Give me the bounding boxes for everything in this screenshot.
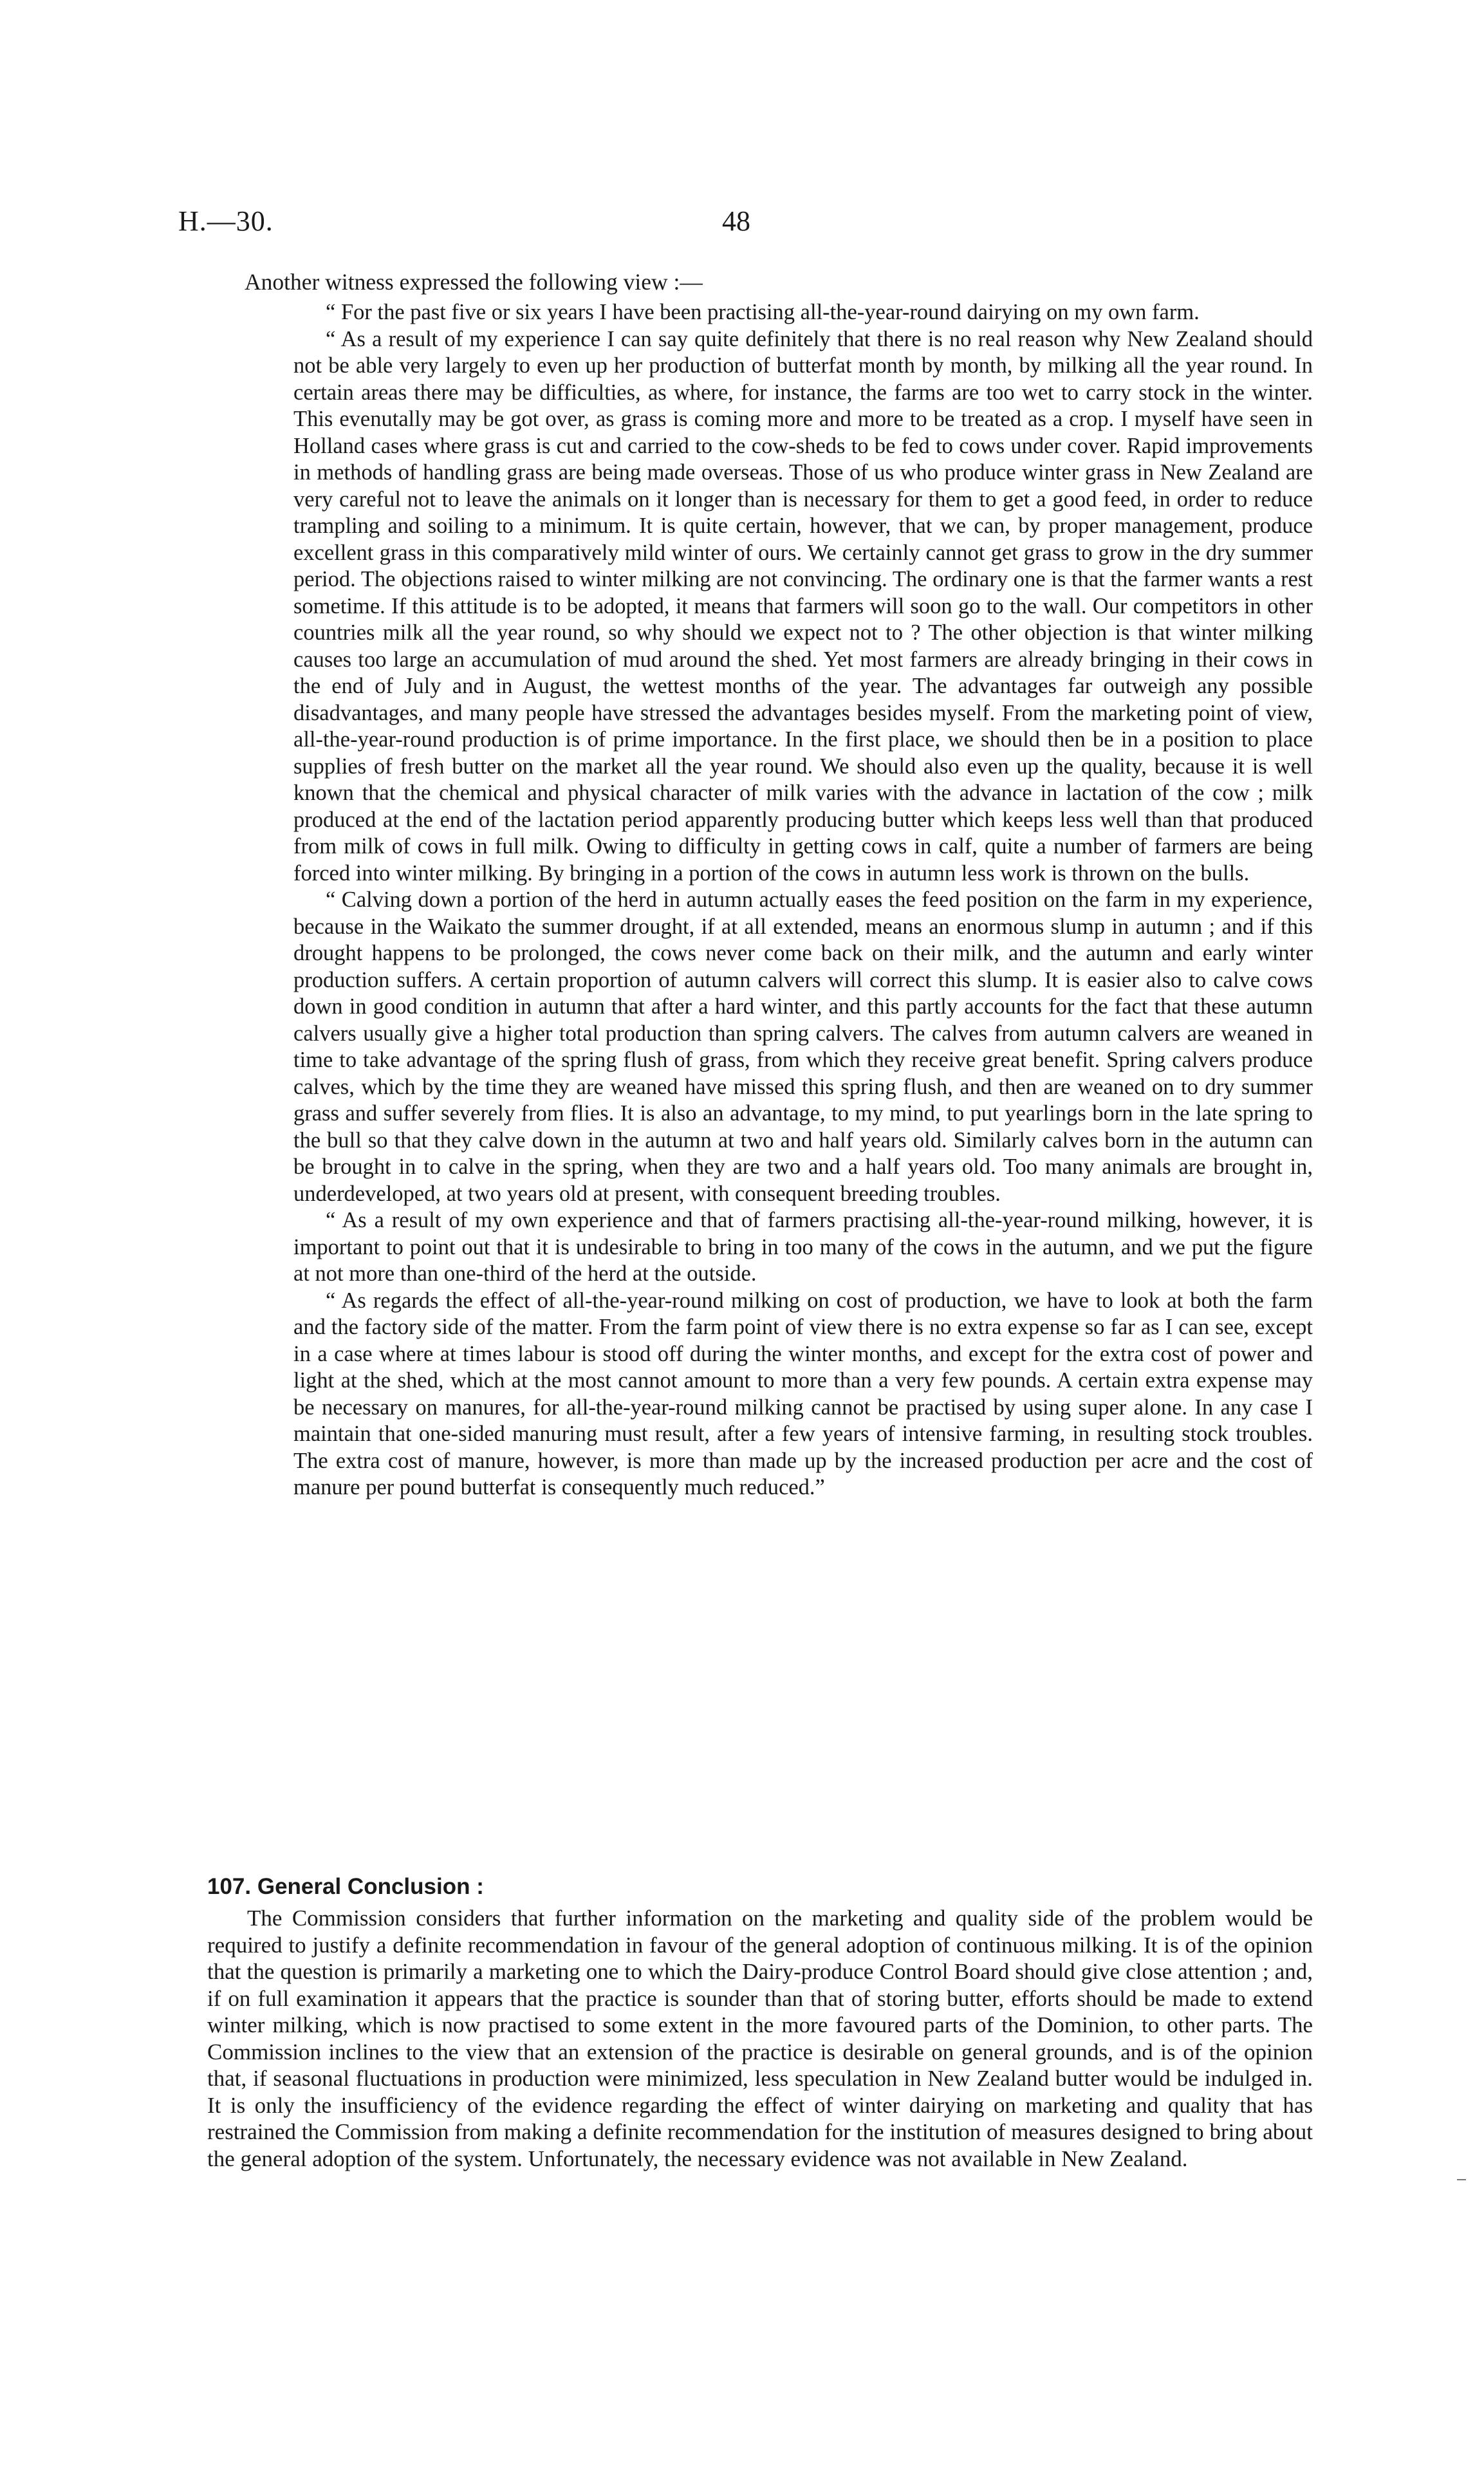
page-reference: H.—30. (178, 205, 274, 237)
margin-mark (1457, 2179, 1466, 2180)
quote-paragraph: “ As a result of my experience I can say quite definitely that there is no real reason why New Zealand should not be able very largely to even up her production of butterfat month by month, by milking all the year round. In certain areas there may be difficulties, as where, for instance, the farms are too wet to carry stock in the winter. This evenutally may be got over, as grass is coming more and more to be treated as a crop. I myself have seen in Holland cases where grass is cut and carried to the cow-sheds to be fed to cows under cover. Rapid improvements in methods of handling grass are being made overseas. Those of us who produce winter grass in New Zealand are very careful not to leave the animals on it longer than is necessary for them to get a good feed, in order to reduce trampling and soiling to a minimum. It is quite certain, however, that we can, by proper management, produce excellent grass in this comparatively mild winter of ours. We certainly cannot get grass to grow in the dry summer period. The objections raised to winter milking are not convincing. The ordinary one is that the farmer wants a rest sometime. If this attitude is to be adopted, it means that farmers will soon go to the wall. Our competitors in other countries milk all the year round, so why should we expect not to ? The other objection is that winter milking causes too large an accumulation of mud around the shed. Yet most farmers are already bringing in their cows in the end of July and in August, the wettest months of the year. The advantages far outweigh any possible disadvantages, and many people have stressed the advantages besides myself. From the marketing point of view, all-the-year-round production is of prime importance. In the first place, we should then be in a position to place supplies of fresh butter on the market all the year round. We should also even up the quality, because it is well known that the chemical and physical character of milk varies with the advance in lactation of the cow ; milk produced at the end of the lactation period apparently producing butter which keeps less well than that produced from milk of cows in full milk. Owing to difficulty in getting cows in calf, quite a number of farmers are being forced into winter milking. By bringing in a portion of the cows in autumn less work is thrown on the bulls. (293, 326, 1313, 886)
quote-paragraph: “ For the past five or six years I have been practising all-the-year-round dairying on my own farm. (326, 300, 1200, 324)
quote-paragraph: “ As a result of my own experience and that of farmers practising all-the-year-round milking, however, it is important to point out that it is undesirable to bring in too many of the cows in the autumn, and we put the figure at not more than one-third of the herd at the outside. (293, 1208, 1313, 1286)
section-heading: 107. General Conclusion : (207, 1874, 484, 1899)
section-body: The Commission considers that further information on the marketing and quality side of the problem would be required to justify a definite recommendation in favour of the general adoption of continuous milking. It is of the opinion that the question is primarily a marketing one to which the Dairy-produce Control Board should give close attention ; and, if on full examination it appears that the practice is sounder than that of storing butter, efforts should be made to extend winter milking, which is now practised to some extent in the more favoured parts of the Dominion, to other parts. The Commission inclines to the view that an extension of the practice is desirable on general grounds, and is of the opinion that, if seasonal fluctuations in production were minimized, less speculation in New Zealand butter would be indulged in. It is only the insufficiency of the evidence regarding the effect of winter dairying on marketing and quality that has restrained the Commission from making a definite recommendation for the institution of measures designed to bring about the general adoption of the system. Unfortunately, the necessary evidence was not available in New Zealand. (207, 1906, 1313, 2171)
general-conclusion-section (207, 1873, 1313, 2172)
page-number: 48 (722, 205, 750, 237)
quote-paragraph: “ As regards the effect of all-the-year-round milking on cost of production, we have to look at both the farm and the factory side of the matter. From the farm point of view there is no extra expense so far as I can see, except in a case where at times labour is stood off during the winter months, and except for the extra cost of power and light at the shed, which at the most cannot amount to more than a very few pounds. A certain extra expense may be necessary on manures, for all-the-year-round milking cannot be practised by using super alone. In any case I maintain that one-sided manuring must result, after a few years of intensive farming, in resulting stock troubles. The extra cost of manure, however, is more than made up by the increased production per acre and the cost of manure per pound butterfat is consequently much reduced.” (293, 1288, 1313, 1499)
quote-paragraph: “ Calving down a portion of the herd in autumn actually eases the feed position on the farm in my experience, because in the Waikato the summer drought, if at all extended, means an enormous slump in autumn ; and if this drought happens to be prolonged, the cows never come back on their milk, and the autumn and early winter production suffers. A certain proportion of autumn calvers will correct this slump. It is easier also to calve cows down in good condition in autumn that after a hard winter, and this partly accounts for the fact that these autumn calvers usually give a higher total production than spring calvers. The calves from autumn calvers are weaned in time to take advantage of the spring flush of grass, from which they receive great benefit. Spring calvers produce calves, which by the time they are weaned have missed this spring flush, and then are weaned on to dry summer grass and suffer severely from flies. It is also an advantage, to my mind, to put yearlings born in the late spring to the bull so that they calve down in the autumn at two and half years old. Similarly calves born in the autumn can be brought in to calve in the spring, when they are two and a half years old. Too many animals are brought in, underdeveloped, at two years old at present, with consequent breeding troubles. (293, 887, 1313, 1206)
witness-testimony (245, 269, 1313, 1501)
intro-line: Another witness expressed the following view :— (245, 269, 703, 295)
